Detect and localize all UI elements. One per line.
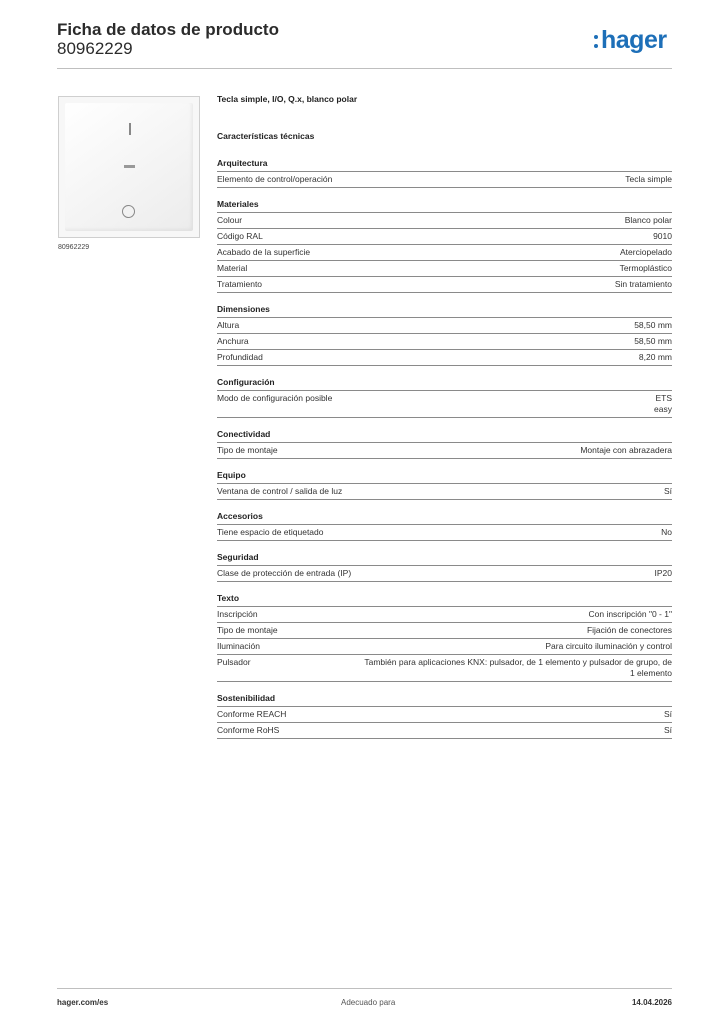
spec-label: Conforme REACH xyxy=(217,709,287,719)
footer-website: hager.com/es xyxy=(57,998,109,1007)
spec-value: Sí xyxy=(663,709,672,719)
spec-section xyxy=(217,158,672,188)
spec-value: 9010 xyxy=(653,231,672,241)
section-title: Dimensiones xyxy=(217,304,672,318)
spec-label: Conforme RoHS xyxy=(217,725,280,735)
spec-row xyxy=(217,639,672,655)
header-divider xyxy=(57,68,672,69)
spec-value: Fijación de conectores xyxy=(586,625,672,635)
spec-row xyxy=(217,245,672,261)
spec-label: Colour xyxy=(217,215,243,225)
tech-heading: Características técnicas xyxy=(217,131,315,141)
spec-row xyxy=(217,607,672,623)
spec-row xyxy=(217,525,672,541)
led-window-icon xyxy=(124,165,135,168)
spec-row xyxy=(217,707,672,723)
spec-value: También para aplicaciones KNX: pulsador, de 1 elemento y pulsador de grupo, de 1 elemento xyxy=(364,657,672,678)
spec-label: Material xyxy=(217,263,248,273)
spec-value: Sí xyxy=(663,725,672,735)
spec-label: Acabado de la superficie xyxy=(217,247,311,257)
spec-section xyxy=(217,693,672,739)
spec-label: Tipo de montaje xyxy=(217,625,278,635)
spec-value: Aterciopelado xyxy=(620,247,672,257)
spec-label: Elemento de control/operación xyxy=(217,174,333,184)
spec-label: Profundidad xyxy=(217,352,263,362)
spec-content xyxy=(217,94,672,750)
spec-value: Blanco polar xyxy=(624,215,672,225)
spec-row xyxy=(217,391,672,418)
spec-section xyxy=(217,199,672,293)
section-title: Arquitectura xyxy=(217,158,672,172)
spec-row xyxy=(217,229,672,245)
spec-section xyxy=(217,377,672,418)
spec-sections xyxy=(217,158,672,739)
spec-value: 58,50 mm xyxy=(634,336,672,346)
product-name: Tecla simple, I/O, Q.x, blanco polar xyxy=(217,94,358,104)
spec-label: Tiene espacio de etiquetado xyxy=(217,527,324,537)
spec-row xyxy=(217,723,672,739)
spec-label: Pulsador xyxy=(217,657,251,667)
section-title: Materiales xyxy=(217,199,672,213)
spec-section xyxy=(217,470,672,500)
spec-value: No xyxy=(661,527,672,537)
spec-label: Iluminación xyxy=(217,641,260,651)
spec-label: Tipo de montaje xyxy=(217,445,278,455)
spec-label: Código RAL xyxy=(217,231,263,241)
spec-row xyxy=(217,566,672,582)
off-symbol-icon xyxy=(122,205,135,218)
brand-logo xyxy=(594,26,667,55)
spec-label: Tratamiento xyxy=(217,279,263,289)
spec-row xyxy=(217,318,672,334)
spec-label: Modo de configuración posible xyxy=(217,393,333,403)
spec-label: Anchura xyxy=(217,336,249,346)
spec-value: Para circuito iluminación y control xyxy=(545,641,672,651)
spec-value: ETS easy xyxy=(654,393,672,414)
spec-value: 58,50 mm xyxy=(634,320,672,330)
spec-value: 8,20 mm xyxy=(638,352,672,362)
spec-row xyxy=(217,334,672,350)
spec-value: Tecla simple xyxy=(625,174,672,184)
footer-note: Adecuado para xyxy=(341,998,396,1007)
section-title: Configuración xyxy=(217,377,672,391)
spec-section xyxy=(217,593,672,682)
section-title: Conectividad xyxy=(217,429,672,443)
section-title: Sostenibilidad xyxy=(217,693,672,707)
section-title: Texto xyxy=(217,593,672,607)
spec-row xyxy=(217,655,672,682)
on-symbol-icon xyxy=(129,123,131,135)
spec-row xyxy=(217,623,672,639)
section-title: Seguridad xyxy=(217,552,672,566)
logo-text: hager xyxy=(601,26,667,54)
switch-plate xyxy=(65,103,193,231)
image-caption: 80962229 xyxy=(58,244,90,251)
spec-value: Termoplástico xyxy=(619,263,672,273)
spec-section xyxy=(217,304,672,366)
spec-value: Montaje con abrazadera xyxy=(580,445,672,455)
spec-value: Sin tratamiento xyxy=(614,279,672,289)
spec-label: Altura xyxy=(217,320,240,330)
spec-label: Ventana de control / salida de luz xyxy=(217,486,343,496)
product-image xyxy=(58,96,200,238)
spec-label: Clase de protección de entrada (IP) xyxy=(217,568,352,578)
spec-row xyxy=(217,172,672,188)
spec-row xyxy=(217,213,672,229)
section-title: Accesorios xyxy=(217,511,672,525)
logo-dots-icon xyxy=(594,35,599,52)
spec-section xyxy=(217,429,672,459)
section-title: Equipo xyxy=(217,470,672,484)
spec-section xyxy=(217,511,672,541)
article-number: 80962229 xyxy=(57,39,133,58)
footer-date: 14.04.2026 xyxy=(631,998,672,1007)
spec-value: Sí xyxy=(663,486,672,496)
spec-row xyxy=(217,484,672,500)
spec-value: Con inscripción "0 - 1" xyxy=(588,609,672,619)
spec-value: IP20 xyxy=(654,568,672,578)
spec-row xyxy=(217,350,672,366)
spec-section xyxy=(217,552,672,582)
spec-row xyxy=(217,443,672,459)
spec-row xyxy=(217,277,672,293)
spec-label: Inscripción xyxy=(217,609,258,619)
footer-divider xyxy=(57,988,672,989)
spec-row xyxy=(217,261,672,277)
page-title: Ficha de datos de producto xyxy=(57,20,279,39)
